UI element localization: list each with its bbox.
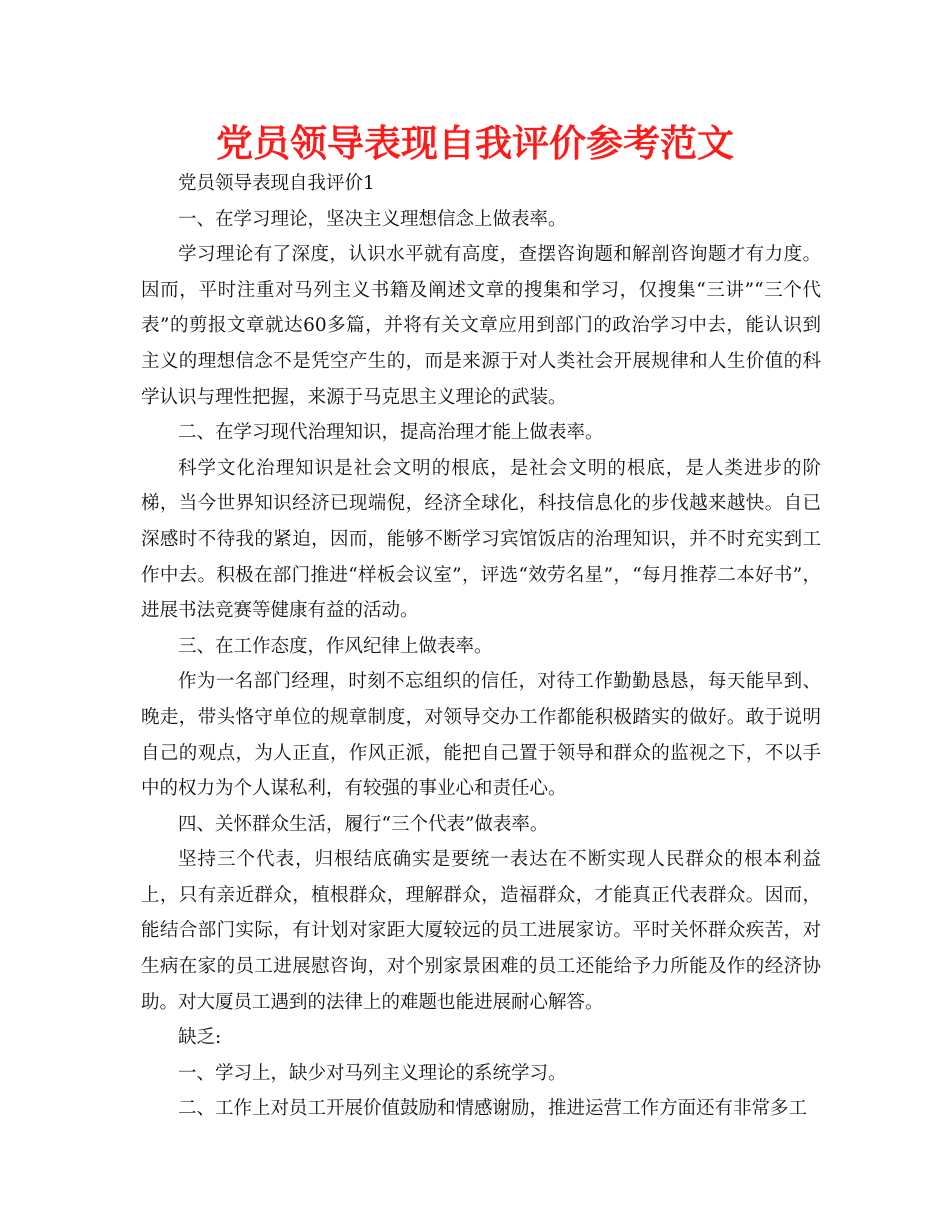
- paragraph-section-4-body: 坚持三个代表，归根结底确实是要统一表达在不断实现人民群众的根本利益上，只有亲近群众，植根群众，理解群众，造福群众，才能真正代表群众。因而，能结合部门实际，有计划对家距大厦较远的员工进展家访。平时关怀群众疾苦，对生病在家的员工进展慰咨询，对个别家景困难的员工还能给予力所能及作的经济协助。对大厦员工遇到的法律上的难题也能进展耐心解答。: [141, 849, 821, 1013]
- paragraph-shortcomings-heading: 缺乏:: [178, 1027, 222, 1049]
- document-body: [141, 166, 821, 1127]
- paragraph-heading-1: 党员领导表现自我评价1: [178, 173, 375, 194]
- paragraph-section-4-heading: 四、关怀群众生活，履行“三个代表”做表率。: [178, 813, 549, 835]
- paragraph-section-3-body: 作为一名部门经理，时刻不忘组织的信任，对待工作勤勤恳恳，每天能早到、晚走，带头恪守单位的规章制度，对领导交办工作都能积极踏实的做好。敢于说明自己的观点，为人正直，作风正派，能把自己置于领导和群众的监视之下，不以手中的权力为个人谋私利，有较强的事业心和责任心。: [141, 671, 821, 800]
- paragraph-section-1-body: 学习理论有了深度，认识水平就有高度，查摆咨询题和解剖咨询题才有力度。因而，平时注重对马列主义书籍及阐述文章的搜集和学习，仅搜集“三讲”“三个代表”的剪报文章就达60多篇，并将有关文章应用到部门的政治学习中去，能认识到主义的理想信念不是凭空产生的，而是来源于对人类社会开展规律和人生价值的科学认识与理性把握，来源于马克思主义理论的武装。: [141, 244, 821, 408]
- paragraph-shortcoming-2: 二、工作上对员工开展价值鼓励和情感谢励，推进运营工作方面还有非常多工: [178, 1098, 808, 1120]
- paragraph-section-3-heading: 三、在工作态度，作风纪律上做表率。: [178, 635, 493, 657]
- paragraph-section-1-heading: 一、在学习理论，坚决主义理想信念上做表率。: [178, 208, 567, 230]
- document-title: 党员领导表现自我评价参考范文: [216, 122, 734, 165]
- paragraph-shortcoming-1: 一、学习上，缺少对马列主义理论的系统学习。: [178, 1062, 567, 1084]
- paragraph-section-2-body: 科学文化治理知识是社会文明的根底，是社会文明的根底，是人类进步的阶梯，当今世界知识经济已现端倪，经济全球化，科技信息化的步伐越来越快。自已深感时不待我的紧迫，因而，能够不断学习宾馆饭店的治理知识，并不时充实到工作中去。积极在部门推进“样板会议室”，评选“效劳名星”，“每月推荐二本好书”，进展书法竞赛等健康有益的活动。: [141, 457, 821, 622]
- paragraph-section-2-heading: 二、在学习现代治理知识，提高治理才能上做表率。: [178, 422, 604, 444]
